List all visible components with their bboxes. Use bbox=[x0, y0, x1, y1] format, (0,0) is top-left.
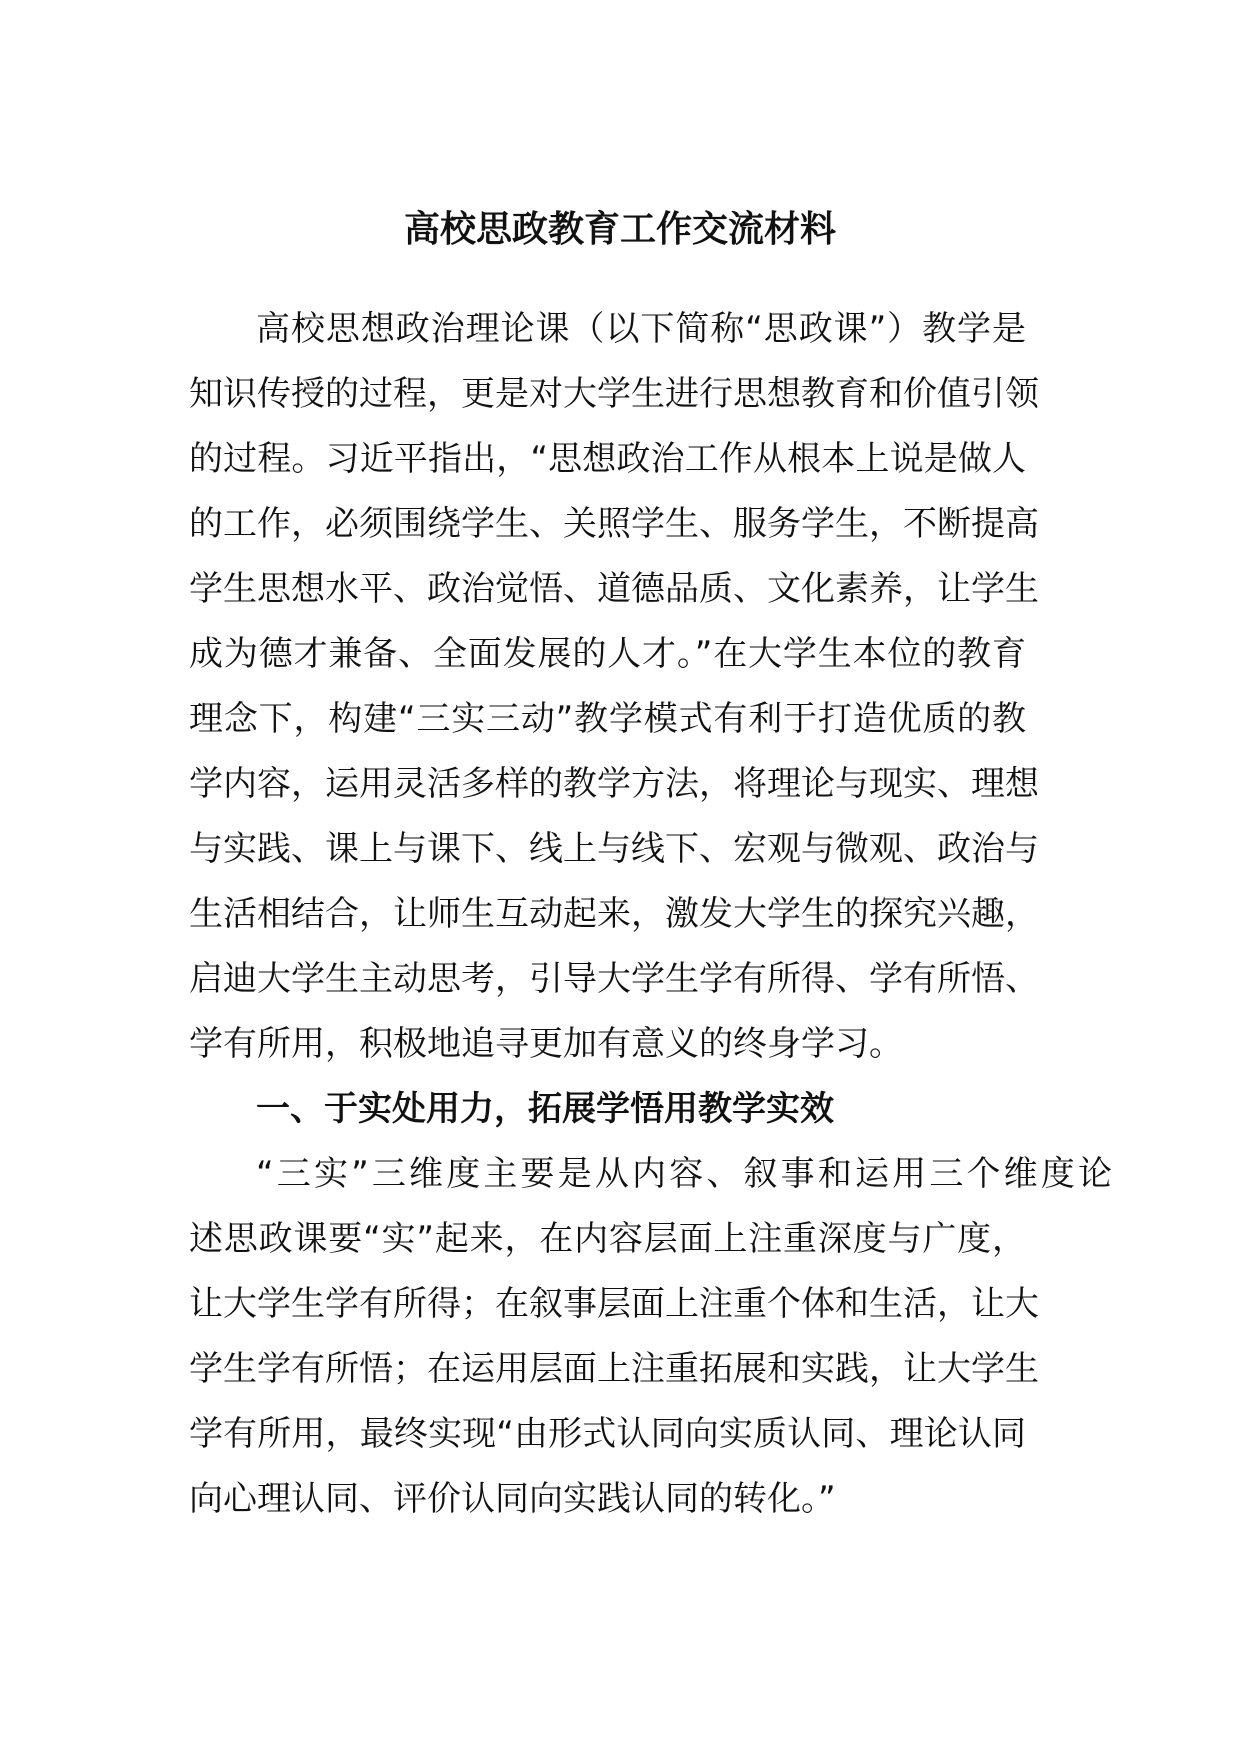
paragraph-2-line: “三实”三维度主要是从内容、叙事和运用三个维度论 bbox=[256, 1154, 1112, 1194]
paragraph-2-line: 向心理认同、评价认同向实践认同的转化。” bbox=[189, 1479, 836, 1519]
paragraph-1-line: 的过程。习近平指出，“思想政治工作从根本上说是做人 bbox=[189, 439, 1026, 479]
document-title: 高校思政教育工作交流材料 bbox=[403, 209, 836, 250]
paragraph-2-line: 述思政课要“实”起来，在内容层面上注重深度与广度， bbox=[189, 1219, 1026, 1259]
paragraph-1-line: 学有所用，积极地追寻更加有意义的终身学习。 bbox=[189, 1024, 903, 1064]
paragraph-1-line: 启迪大学生主动思考，引导大学生学有所得、学有所悟、 bbox=[189, 959, 1039, 999]
paragraph-1-line: 生活相结合，让师生互动起来，激发大学生的探究兴趣， bbox=[189, 894, 1039, 934]
paragraph-1-line: 学内容，运用灵活多样的教学方法，将理论与现实、理想 bbox=[189, 764, 1039, 804]
document-body bbox=[189, 297, 1112, 1532]
section-heading-1: 一、于实处用力，拓展学悟用教学实效 bbox=[256, 1089, 834, 1129]
paragraph-1-line: 知识传授的过程，更是对大学生进行思想教育和价值引领 bbox=[189, 374, 1039, 414]
paragraph-1-line: 高校思想政治理论课（以下简称“思政课”）教学是 bbox=[256, 309, 1026, 349]
paragraph-2-line: 学生学有所悟；在运用层面上注重拓展和实践，让大学生 bbox=[189, 1349, 1039, 1389]
paragraph-1-line: 理念下，构建“三实三动”教学模式有利于打造优质的教 bbox=[189, 699, 1026, 739]
paragraph-1-line: 与实践、课上与课下、线上与线下、宏观与微观、政治与 bbox=[189, 829, 1039, 869]
paragraph-2-line: 学有所用，最终实现“由形式认同向实质认同、理论认同 bbox=[189, 1414, 1026, 1454]
paragraph-1-line: 的工作，必须围绕学生、关照学生、服务学生，不断提高 bbox=[189, 504, 1039, 544]
paragraph-1-line: 成为德才兼备、全面发展的人才。”在大学生本位的教育 bbox=[189, 634, 1026, 674]
paragraph-1-line: 学生思想水平、政治觉悟、道德品质、文化素养，让学生 bbox=[189, 569, 1039, 609]
paragraph-2-line: 让大学生学有所得；在叙事层面上注重个体和生活，让大 bbox=[189, 1284, 1039, 1324]
